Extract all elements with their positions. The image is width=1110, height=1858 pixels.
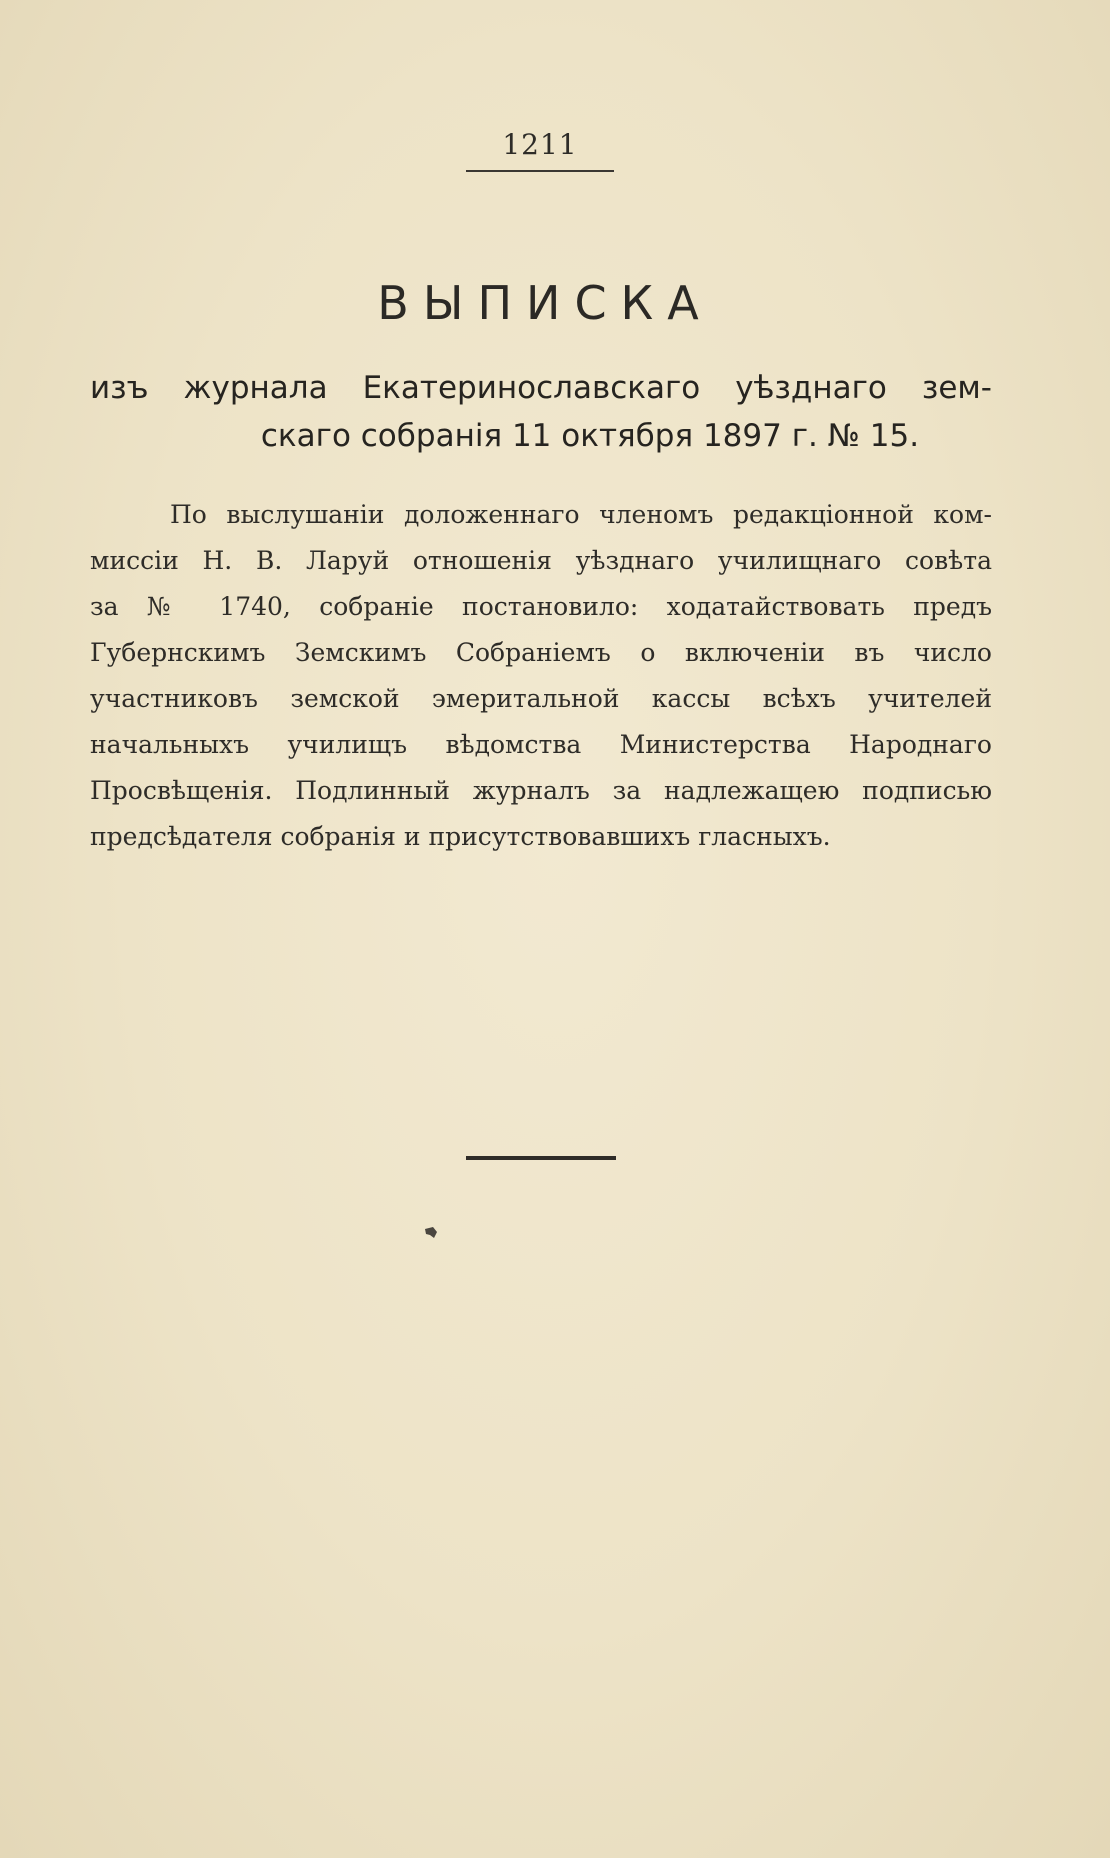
page-number: 1211 [502, 128, 578, 161]
body-line: Губернскимъ Земскимъ Собраніемъ о включеніи въ число [90, 638, 992, 667]
body-line: предсѣдателя собранія и присутствовавшихъ гласныхъ. [90, 822, 831, 851]
document-title: ВЫПИСКА [377, 276, 713, 330]
body-line: за № 1740, собраніе постановило: ходатайствовать предъ [90, 592, 992, 621]
end-rule [466, 1156, 616, 1160]
ink-speck [424, 1226, 438, 1240]
body-line: миссіи Н. В. Ларуй отношенія уѣзднаго училищнаго совѣта [90, 546, 992, 575]
body-line: По выслушаніи доложеннаго членомъ редакціонной ком- [170, 500, 992, 529]
body-line: участниковъ земской эмеритальной кассы всѣхъ учителей [90, 684, 992, 713]
body-line: Просвѣщенія. Подлинный журналъ за надлежащею подписью [90, 776, 992, 805]
subtitle-line-2: скаго собранія 11 октября 1897 г. № 15. [260, 418, 920, 454]
page-number-underline [466, 170, 614, 172]
body-line: начальныхъ училищъ вѣдомства Министерства Народнаго [90, 730, 992, 759]
subtitle-line-1: изъ журнала Екатеринославскаго уѣзднаго зем- [90, 370, 992, 406]
